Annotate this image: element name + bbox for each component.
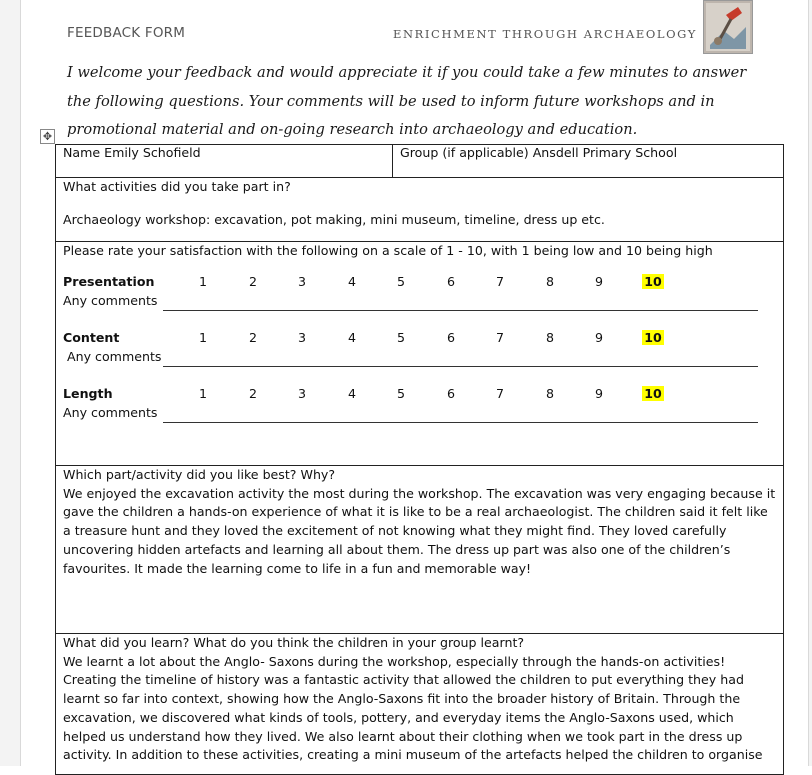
group-cell[interactable] (393, 145, 784, 178)
rating-option-8[interactable] (539, 274, 561, 289)
comment-input-line[interactable] (163, 366, 758, 367)
rating-option-9[interactable] (588, 274, 610, 289)
rating-option-text: 7 (495, 385, 504, 401)
rating-label: Length (63, 385, 113, 401)
rating-option-4[interactable] (341, 386, 363, 401)
rating-option-text: 10 (644, 273, 662, 289)
comment-input-line[interactable] (163, 310, 758, 311)
rating-option-text: 10 (644, 329, 662, 345)
rating-option-text: 2 (248, 273, 257, 289)
activities-question: What activities did you take part in? (63, 179, 291, 194)
intro-text: I welcome your feedback and would appreciate it if you could take a few minutes to answer the following questions. Your comments will be used to inform future workshops and in promotional material and on-going research into archaeology and education. (67, 64, 747, 138)
rating-option-text: 5 (396, 385, 405, 401)
name-field: Name Emily Schofield (63, 145, 201, 160)
ratings-cell[interactable] (56, 242, 784, 466)
rating-option-3[interactable] (291, 386, 313, 401)
rating-option-text: 2 (248, 385, 257, 401)
rating-option-8[interactable] (539, 386, 561, 401)
rating-option-1[interactable] (192, 274, 214, 289)
rating-row-length (63, 373, 776, 429)
page-margin-right (808, 0, 812, 766)
comment-input-line[interactable] (163, 422, 758, 423)
rating-row-presentation (63, 261, 776, 317)
comment-label: Any comments (67, 348, 162, 364)
rating-option-5[interactable] (390, 386, 412, 401)
best-part-question: Which part/activity did you like best? Why? (63, 467, 336, 482)
rating-option-text: 5 (396, 273, 405, 289)
rating-option-2[interactable] (242, 330, 264, 345)
rating-option-text: 1 (198, 385, 207, 401)
group-field: Group (if applicable) Ansdell Primary School (400, 145, 678, 160)
rating-option-text: 6 (446, 385, 455, 401)
activities-answer: Archaeology workshop: excavation, pot making, mini museum, timeline, dress up etc. (63, 211, 605, 227)
name-cell[interactable] (56, 145, 393, 178)
learnt-question: What did you learn? What do you think the children in your group learnt? (63, 635, 525, 650)
rating-option-text: 3 (297, 385, 306, 401)
rating-option-text: 4 (347, 329, 356, 345)
archaeology-logo-image (703, 0, 753, 54)
rating-option-text: 1 (198, 273, 207, 289)
rating-option-7[interactable] (489, 386, 511, 401)
comment-label: Any comments (63, 404, 158, 420)
rating-option-text: 9 (594, 385, 603, 401)
rating-option-5[interactable] (390, 330, 412, 345)
rating-option-7[interactable] (489, 274, 511, 289)
rating-option-text: 4 (347, 385, 356, 401)
form-title: FEEDBACK FORM (67, 25, 186, 41)
rating-option-text: 1 (198, 329, 207, 345)
comment-label: Any comments (63, 292, 158, 308)
learnt-cell[interactable] (56, 634, 784, 775)
rating-option-1[interactable] (192, 386, 214, 401)
page-margin-left (0, 0, 21, 766)
rating-option-1[interactable] (192, 330, 214, 345)
rating-option-text: 8 (545, 329, 554, 345)
best-part-answer: We enjoyed the excavation activity the most during the workshop. The excavation was very engaging because it gave the children a hands-on experience of what it is like to be a real archaeologist. The children said it felt like a treasure hunt and they loved the excitement of not knowing what they might find. They loved carefully uncovering hidden artefacts and learning all about them. The dress up part was also one of the children’s favourites. It made the learning come to life in a fun and memorable way! (63, 485, 776, 576)
rating-option-text: 7 (495, 329, 504, 345)
org-title: ENRICHMENT THROUGH ARCHAEOLOGY (393, 27, 697, 41)
rating-option-text: 3 (297, 329, 306, 345)
rating-row-content (63, 317, 776, 373)
rating-blocks (63, 261, 776, 429)
rating-option-9[interactable] (588, 330, 610, 345)
rating-option-text: 2 (248, 329, 257, 345)
rating-option-6[interactable] (440, 274, 462, 289)
rating-option-10[interactable] (642, 274, 664, 289)
rating-option-3[interactable] (291, 330, 313, 345)
rating-option-9[interactable] (588, 386, 610, 401)
rating-option-7[interactable] (489, 330, 511, 345)
rating-option-2[interactable] (242, 274, 264, 289)
rating-option-10[interactable] (642, 386, 664, 401)
rating-option-6[interactable] (440, 386, 462, 401)
rating-option-text: 4 (347, 273, 356, 289)
rating-option-10[interactable] (642, 330, 664, 345)
rating-option-text: 7 (495, 273, 504, 289)
rating-option-text: 3 (297, 273, 306, 289)
rating-label: Presentation (63, 273, 155, 289)
rating-option-6[interactable] (440, 330, 462, 345)
rating-option-3[interactable] (291, 274, 313, 289)
activities-cell[interactable] (56, 178, 784, 242)
rating-option-4[interactable] (341, 274, 363, 289)
rating-option-4[interactable] (341, 330, 363, 345)
rating-option-text: 10 (644, 385, 662, 401)
best-part-cell[interactable] (56, 466, 784, 634)
rating-option-text: 6 (446, 273, 455, 289)
ratings-instruction: Please rate your satisfaction with the following on a scale of 1 - 10, with 1 being low and 10 being high (63, 243, 713, 258)
learnt-answer: We learnt a lot about the Anglo- Saxons during the workshop, especially through the hands-on activities! Creating the timeline of history was a fantastic activity that allowed the children to put everything they had learnt so far into context, showing how the Anglo-Saxons fit into the broader history of Britain. Through the excavation, we discovered what kinds of tools, pottery, and everyday items the Anglo-Saxons used, which helped us understand how they lived. We also learnt about their clothing when we took part in the dress up activity. In addition to these activities, creating a mini museum of the artefacts helped the children to organise (63, 653, 763, 763)
rating-option-text: 9 (594, 273, 603, 289)
rating-option-text: 8 (545, 273, 554, 289)
rating-option-2[interactable] (242, 386, 264, 401)
rating-option-text: 5 (396, 329, 405, 345)
rating-option-text: 6 (446, 329, 455, 345)
rating-option-5[interactable] (390, 274, 412, 289)
rating-label: Content (63, 329, 120, 345)
table-move-handle-icon[interactable]: ✥ (40, 129, 55, 144)
rating-option-text: 8 (545, 385, 554, 401)
feedback-table (55, 144, 784, 775)
rating-option-8[interactable] (539, 330, 561, 345)
rating-option-text: 9 (594, 329, 603, 345)
